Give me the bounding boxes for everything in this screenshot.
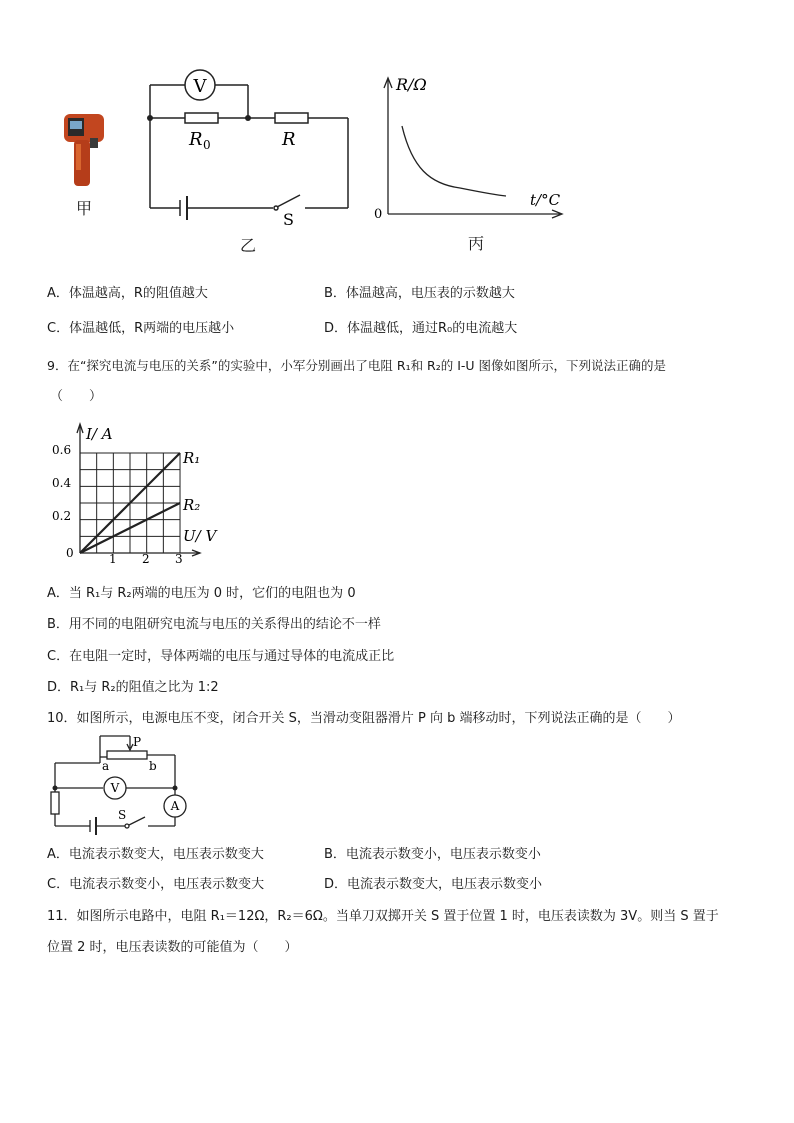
graph-y-label: R/Ω — [396, 75, 427, 94]
r0-label: R — [189, 129, 203, 150]
iu-origin: 0 — [66, 546, 74, 560]
q11-stem-line2: 位置 2 时，电压表读数的可能值为（ ） — [47, 940, 298, 955]
q8-option-c: C．体温越低，R两端的电压越小 — [47, 321, 235, 336]
q10-option-c: C．电流表示数变小，电压表示数变大 — [47, 877, 265, 892]
q9-stem-line2: （ ） — [50, 389, 103, 404]
thermometer-gun-icon — [60, 108, 110, 193]
q10-stem: 10．如图所示，电源电压不变，闭合开关 S，当滑动变阻器滑片 P 向 b 端移动时，下列说法正确的是（ ） — [47, 711, 681, 726]
iu-line-r1-label: R₁ — [183, 449, 201, 467]
iu-xtick-1: 1 — [109, 552, 117, 566]
ammeter-label: A — [170, 799, 180, 813]
iu-xtick-2: 2 — [142, 552, 150, 566]
slider-a-label: a — [102, 759, 110, 773]
q9-option-a: A．当 R₁与 R₂两端的电压为 0 时，它们的电阻也为 0 — [47, 586, 356, 601]
q8-option-a: A．体温越高，R的阻值越大 — [47, 286, 208, 301]
thermometer-figure — [60, 108, 110, 193]
q10-option-a: A．电流表示数变大，电压表示数变大 — [47, 847, 264, 862]
r-label: R — [282, 129, 296, 150]
slider-p-label: P — [133, 735, 142, 749]
iu-ytick-0.2: 0.2 — [52, 509, 72, 523]
voltmeter-label: V — [193, 76, 207, 97]
q8-option-b: B．体温越高，电压表的示数越大 — [324, 286, 515, 301]
switch-label: S — [283, 210, 294, 229]
iu-line-r2-label: R₂ — [183, 496, 201, 514]
graph-bing — [370, 68, 570, 228]
iu-x-label: U/ V — [183, 527, 217, 545]
q10-option-b: B．电流表示数变小，电压表示数变小 — [324, 847, 541, 862]
graph-x-label: t/°C — [530, 191, 561, 209]
q10-option-d: D．电流表示数变大，电压表示数变小 — [324, 877, 543, 892]
switch-s-label: S — [118, 808, 127, 822]
iu-ytick-0.4: 0.4 — [52, 476, 72, 490]
q11-stem-line1: 11．如图所示电路中，电阻 R₁＝12Ω，R₂＝6Ω。当单刀双掷开关 S 置于位置 1 时，电压表读数为 3V。则当 S 置于 — [47, 909, 719, 924]
figure-label-bing: 丙 — [468, 234, 485, 253]
q9-option-c: C．在电阻一定时，导体两端的电压与通过导体的电流成正比 — [47, 649, 395, 664]
r0-subscript: 0 — [203, 138, 211, 152]
figure-label-yi: 乙 — [240, 236, 257, 255]
iu-xtick-3: 3 — [175, 552, 183, 566]
q9-option-d: D．R₁与 R₂的阻值之比为 1:2 — [47, 680, 219, 695]
iu-ytick-0.6: 0.6 — [52, 443, 72, 457]
slider-b-label: b — [149, 759, 157, 773]
circuit-q10 — [45, 730, 195, 835]
voltmeter-label: V — [110, 781, 120, 795]
circuit-yi — [140, 65, 360, 230]
q9-option-b: B．用不同的电阻研究电流与电压的关系得出的结论不一样 — [47, 617, 381, 632]
figure-label-jia: 甲 — [76, 199, 93, 218]
graph-origin: 0 — [374, 207, 383, 222]
iu-graph — [40, 420, 230, 570]
q9-stem-line1: 9．在“探究电流与电压的关系”的实验中，小军分别画出了电阻 R₁和 R₂的 I-U 图像如图所示，下列说法正确的是 — [47, 358, 667, 373]
iu-y-label: I/ A — [86, 425, 113, 443]
q8-option-d: D．体温越低，通过R₀的电流越大 — [324, 321, 518, 336]
